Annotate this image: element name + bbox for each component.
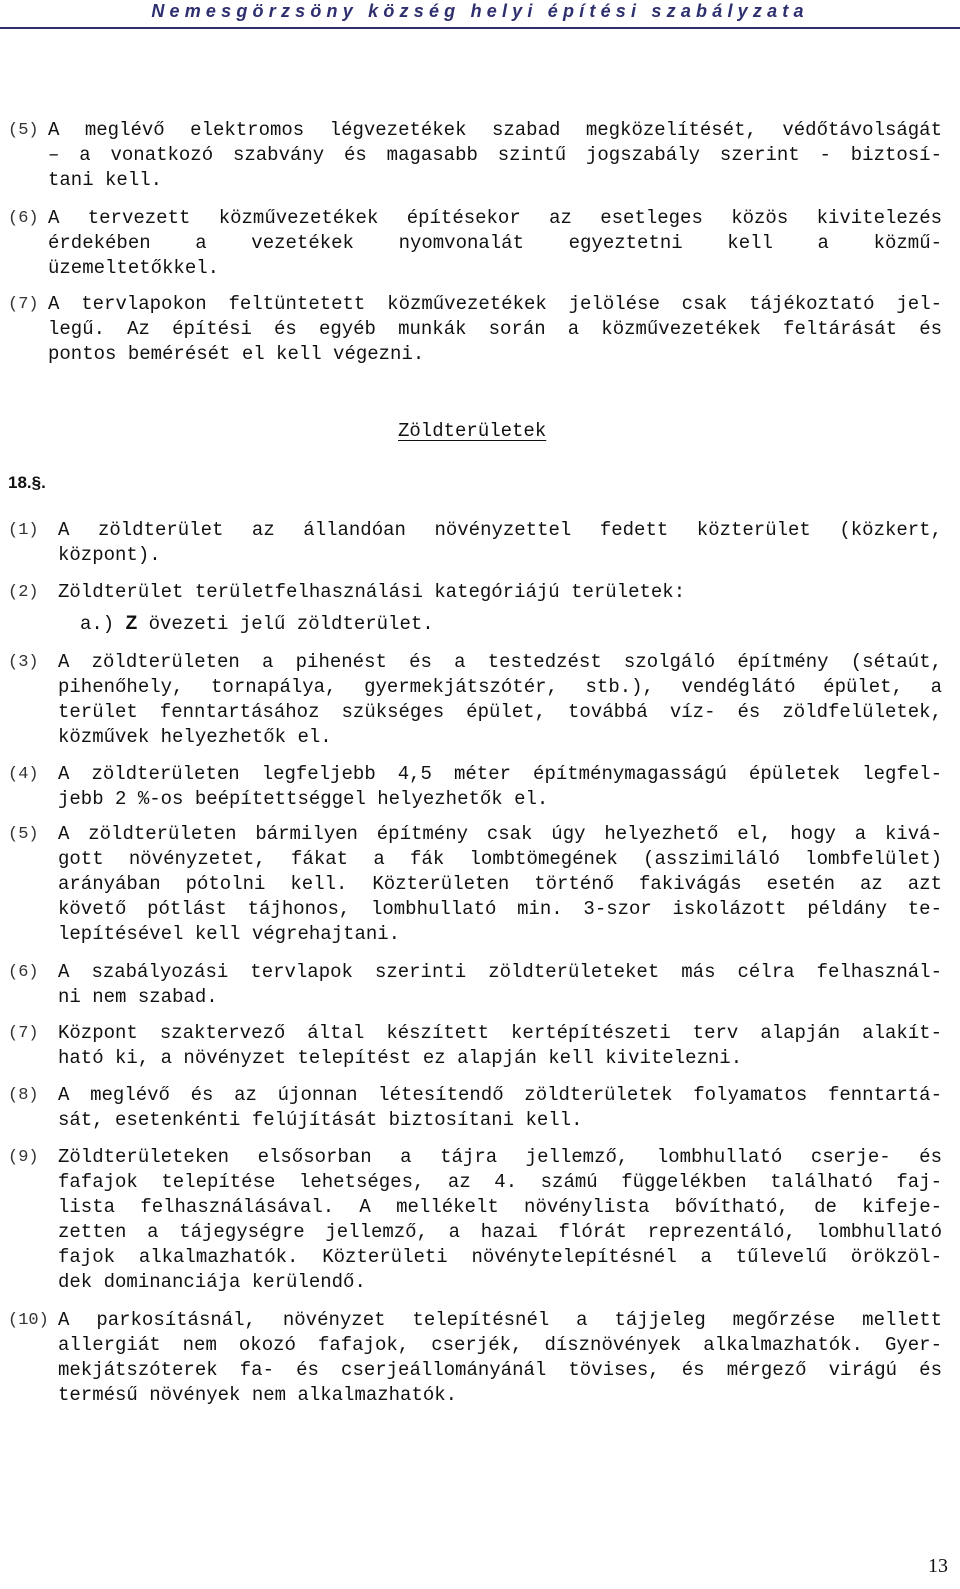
- paragraph-line: fafajok telepítése lehetséges, az 4. számú függelékben található faj-: [58, 1171, 942, 1193]
- zone-code: Z: [125, 613, 138, 634]
- paragraph-line: termésű növények nem alkalmazhatók.: [58, 1384, 458, 1406]
- paragraph-text: [58, 1145, 942, 1295]
- paragraph-line: A meglévő elektromos légvezetékek szabad megközelítését, védőtávolságát: [48, 119, 942, 141]
- sub-item-text: övezeti jelű zöldterület.: [137, 613, 434, 635]
- sub-item: [58, 611, 942, 637]
- paragraph-line: A zöldterületen legfeljebb 4,5 méter építménymagasságú épületek legfel-: [58, 763, 942, 785]
- paragraph-number: (7): [8, 295, 39, 314]
- paragraph-line: A parkosításnál, növényzet telepítésnél a tájjeleg megőrzése mellett: [58, 1309, 942, 1331]
- paragraph-line: követő pótlást tájhonos, lombhullató min. 3-szor iskolázott példány te-: [58, 898, 942, 920]
- header-title: Nemesgörzsöny község helyi építési szabályzata: [151, 1, 809, 21]
- paragraph-number: (6): [8, 209, 39, 228]
- paragraph-line: pihenőhely, tornapálya, gyermekjátszótér, stb.), vendéglátó épület, a: [58, 676, 942, 698]
- paragraph-line: sát, esetenkénti felújítását biztosítani kell.: [58, 1109, 583, 1131]
- paragraph-line: terület fenntartásához szükséges épület, továbbá víz- és zöldfelületek,: [58, 701, 942, 723]
- paragraph-line: érdekében a vezetékek nyomvonalát egyeztetni kell a közmű-: [48, 232, 942, 254]
- paragraph-line: – a vonatkozó szabvány és magasabb szintű jogszabály szerint - biztosí-: [48, 144, 942, 166]
- paragraph-line: zetten a tájegységre jellemző, a hazai flórát reprezentáló, lombhullató: [58, 1221, 942, 1243]
- paragraph-text: [58, 1308, 942, 1408]
- paragraph-line: lista felhasználásával. A mellékelt növénylista bővítható, de kifeje-: [58, 1196, 942, 1218]
- paragraph-line: fajok alkalmazhatók. Közterületi növénytelepítésnél a tűlevelű örökzöl-: [58, 1246, 942, 1268]
- paragraph-line: A zöldterületen bármilyen építmény csak úgy helyezhető el, hogy a kivá-: [58, 823, 942, 845]
- paragraph-line: dek dominanciája kerülendő.: [58, 1271, 366, 1293]
- paragraph-line: mekjátszóterek fa- és cserjeállományánál tövises, és mérgező virágú és: [58, 1359, 942, 1381]
- paragraph-line: A tervlapokon feltüntetett közművezetékek jelölése csak tájékoztató jel-: [48, 293, 942, 315]
- paragraph-line: közművek helyezhetők el.: [58, 726, 332, 748]
- paragraph-text: [58, 518, 942, 568]
- section-title: Zöldterületek: [398, 420, 547, 442]
- paragraph-text: [58, 960, 942, 1010]
- paragraph-number: (1): [8, 521, 39, 540]
- paragraph-line: lepítésével kell végrehajtani.: [58, 923, 401, 945]
- paragraph-text: [58, 1021, 942, 1071]
- paragraph-line: ható ki, a növényzet telepítést ez alapján kell kivitelezni.: [58, 1047, 743, 1069]
- paragraph-line: üzemeltetőkkel.: [48, 257, 220, 279]
- paragraph-line: A tervezett közművezetékek építésekor az esetleges közös kivitelezés: [48, 207, 942, 229]
- paragraph-line: Zöldterületeken elsősorban a tájra jellemző, lombhullató cserje- és: [58, 1146, 942, 1168]
- paragraph-text: [58, 822, 942, 947]
- paragraph-line: A meglévő és az újonnan létesítendő zöldterületek folyamatos fenntartá-: [58, 1084, 942, 1106]
- paragraph-line: tani kell.: [48, 169, 163, 191]
- header-rule: [0, 27, 960, 29]
- document-header: [0, 0, 960, 26]
- paragraph-line: Központ szaktervező által készített kertépítészeti terv alapján alakít-: [58, 1022, 942, 1044]
- paragraph-line: A szabályozási tervlapok szerinti zöldterületeket más célra felhasznál-: [58, 961, 942, 983]
- paragraph-line: A zöldterület az állandóan növényzettel fedett közterület (közkert,: [58, 519, 942, 541]
- paragraph-line: A zöldterületen a pihenést és a testedzést szolgáló építmény (sétaút,: [58, 651, 942, 673]
- paragraph-text: [48, 292, 942, 367]
- paragraph-number: (4): [8, 765, 39, 784]
- paragraph-text: [58, 580, 942, 637]
- paragraph-number: (6): [8, 963, 39, 982]
- paragraph-line: jebb 2 %-os beépítettséggel helyezhetők el.: [58, 788, 549, 810]
- section-number: 18.§.: [8, 473, 46, 492]
- paragraph-number: (10): [8, 1311, 49, 1330]
- paragraph-number: (2): [8, 583, 39, 602]
- page-number: 13: [928, 1555, 948, 1577]
- paragraph-line: központ).: [58, 544, 161, 566]
- paragraph-text: [58, 650, 942, 750]
- paragraph-line: Zöldterület területfelhasználási kategóriájú területek:: [58, 581, 686, 603]
- paragraph-line: legű. Az építési és egyéb munkák során a közművezetékek feltárását és: [48, 318, 942, 340]
- paragraph-number: (9): [8, 1148, 39, 1167]
- paragraph-line: pontos bemérését el kell végezni.: [48, 343, 425, 365]
- sub-item-prefix: a.): [80, 613, 126, 635]
- paragraph-number: (5): [8, 121, 39, 140]
- paragraph-line: ni nem szabad.: [58, 986, 218, 1008]
- paragraph-text: [58, 762, 942, 812]
- paragraph-line: allergiát nem okozó fafajok, cserjék, dísznövények alkalmazhatók. Gyer-: [58, 1334, 942, 1356]
- paragraph-text: [48, 118, 942, 193]
- paragraph-number: (8): [8, 1086, 39, 1105]
- paragraph-number: (7): [8, 1024, 39, 1043]
- paragraph-text: [58, 1083, 942, 1133]
- paragraph-text: [48, 206, 942, 281]
- paragraph-line: gott növényzetet, fákat a fák lombtömegének (asszimiláló lombfelület): [58, 848, 942, 870]
- paragraph-number: (3): [8, 653, 39, 672]
- paragraph-number: (5): [8, 825, 39, 844]
- paragraph-line: arányában pótolni kell. Közterületen történő fakivágás esetén az azt: [58, 873, 942, 895]
